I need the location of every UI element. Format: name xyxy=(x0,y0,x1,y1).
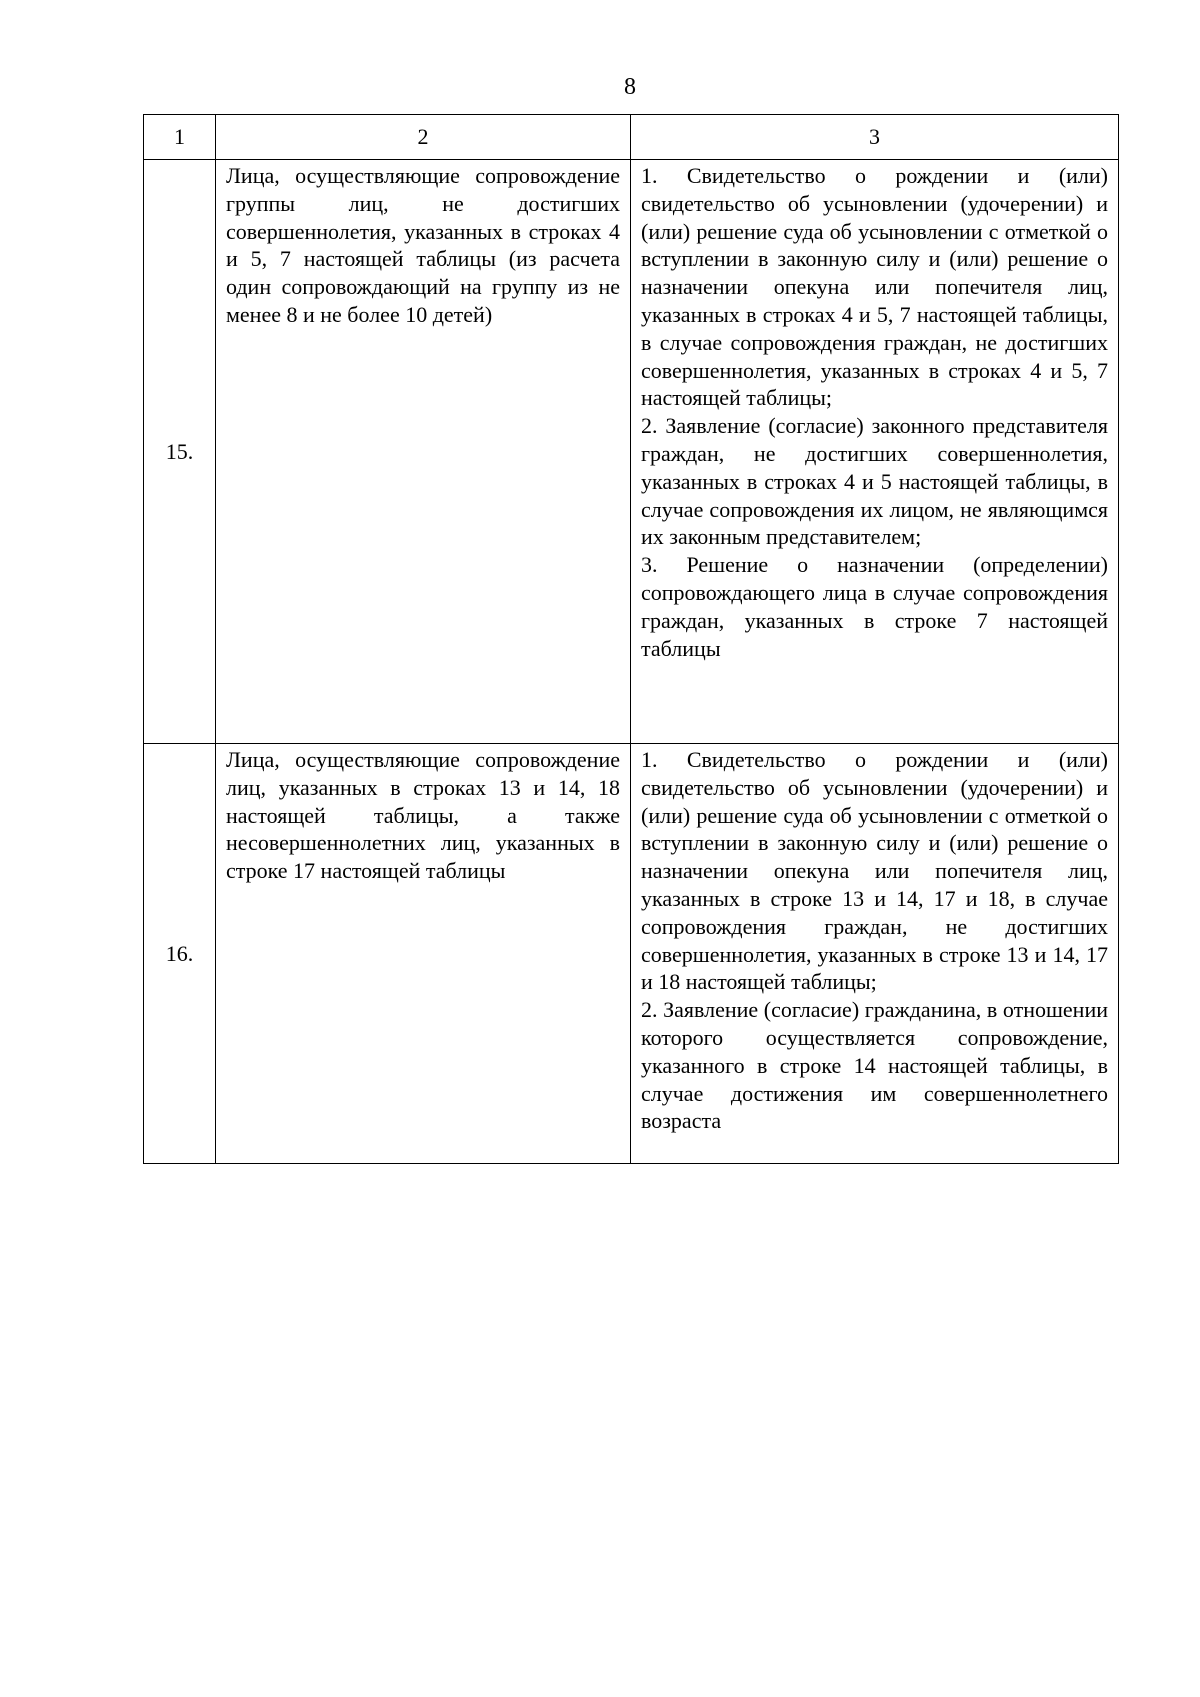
page-number: 8 xyxy=(624,74,636,100)
table-row xyxy=(144,160,1119,744)
documents-cell xyxy=(631,160,1119,744)
table-header-row xyxy=(144,115,1119,160)
persons-cell: Лица, осуществляющие сопровождение группы лиц, не достигших совершеннолетия, указанных в строках 4 и 5, 7 настоящей таблицы (из расчета один сопровождающий на группу из не менее 8 и не более 10 детей) xyxy=(216,160,631,744)
row-number: 16. xyxy=(144,744,216,1164)
documents-cell xyxy=(631,744,1119,1164)
persons-cell: Лица, осуществляющие сопровождение лиц, указанных в строках 13 и 14, 18 настоящей таблицы, а также несовершеннолетних лиц, указанных в строке 17 настоящей таблицы xyxy=(216,744,631,1164)
document-item: 1. Свидетельство о рождении и (или) свидетельство об усыновлении (удочерении) и (или) решение суда об усыновлении с отметкой о вступлении в законную силу и (или) решение о назначении опекуна или попечителя лиц, указанных в строках 4 и 5, 7 настоящей таблицы, в случае сопровождения граждан, не достигших совершеннолетия, указанных в строках 4 и 5, 7 настоящей таблицы; xyxy=(641,163,1108,411)
column-header-2: 2 xyxy=(216,115,631,160)
document-item: 1. Свидетельство о рождении и (или) свидетельство об усыновлении (удочерении) и (или) решение суда об усыновлении с отметкой о вступлении в законную силу и (или) решение о назначении опекуна или попечителя лиц, указанных в строке 13 и 14, 17 и 18, в случае сопровождения граждан, не достигших совершеннолетия, указанных в строке 13 и 14, 17 и 18 настоящей таблицы; xyxy=(641,747,1108,995)
documents-table xyxy=(143,114,1119,1164)
document-item: 3. Решение о назначении (определении) сопровождающего лица в случае сопровождения граждан, указанных в строке 7 настоящей таблицы xyxy=(641,552,1108,661)
column-header-3: 3 xyxy=(631,115,1119,160)
row-number: 15. xyxy=(144,160,216,744)
document-item: 2. Заявление (согласие) законного представителя граждан, не достигших совершеннолетия, указанных в строках 4 и 5 настоящей таблицы, в случае сопровождения их лицом, не являющимся их законным представителем; xyxy=(641,413,1108,550)
column-header-1: 1 xyxy=(144,115,216,160)
table-row xyxy=(144,744,1119,1164)
document-item: 2. Заявление (согласие) гражданина, в отношении которого осуществляется сопровождение, указанного в строке 14 настоящей таблицы, в случае достижения им совершеннолетнего возраста xyxy=(641,997,1108,1134)
